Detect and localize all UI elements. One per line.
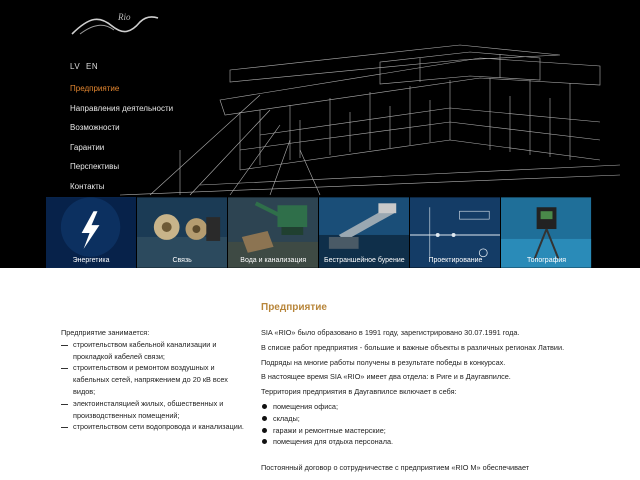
nav-item-prospects[interactable]: Перспективы xyxy=(70,162,120,172)
tile-energy[interactable] xyxy=(46,197,137,268)
lang-lv-link[interactable]: LV xyxy=(70,62,81,71)
tile-label: Проектирование xyxy=(428,257,483,264)
tile-label: Энергетика xyxy=(72,257,110,264)
logo-text: Rio xyxy=(118,12,131,22)
tile-topography[interactable] xyxy=(501,197,592,268)
paragraph: Территория предприятия в Даугавпилсе включает в себя: xyxy=(261,387,457,397)
rio-logo[interactable] xyxy=(70,12,160,38)
tile-trenchless-drilling[interactable] xyxy=(319,197,410,268)
list-item: склады; xyxy=(261,413,591,425)
tile-communication[interactable] xyxy=(137,197,228,268)
nav-item-company[interactable]: Предприятие xyxy=(70,84,120,93)
nav-item-contacts[interactable]: Контакты xyxy=(70,181,105,191)
main-content xyxy=(0,268,640,480)
list-item: помещения офиса; xyxy=(261,401,591,413)
paragraph: Постоянный договор о сотрудничестве с предприятием «RIO M» обеспечивает xyxy=(261,463,530,473)
lang-en-link[interactable]: EN xyxy=(86,62,99,71)
activities-list xyxy=(61,339,251,433)
paragraph: Подряды на многие работы получены в результате победы в конкурсах. xyxy=(261,357,506,367)
tile-label: Бестраншейное бурение xyxy=(324,257,405,264)
activities-intro: Предприятие занимается: xyxy=(61,328,150,337)
nav-item-guarantees[interactable]: Гарантии xyxy=(70,142,105,152)
tile-label: Связь xyxy=(172,257,192,264)
nav-item-capabilities[interactable]: Возможности xyxy=(70,123,120,133)
tile-label: Вода и канализация xyxy=(240,257,307,264)
paragraph: В списке работ предприятия - большие и важные объекты в различных регионах Латвии. xyxy=(261,342,565,352)
nav-item-activities[interactable]: Направления деятельности xyxy=(70,103,174,113)
list-item: помещения для отдыха персонала. xyxy=(261,436,591,448)
list-item: строительством сети водопровода и канализации. xyxy=(61,421,251,433)
page-title: Предприятие xyxy=(261,302,327,313)
paragraph: SIA «RIO» было образовано в 1991 году, зарегистрировано 30.07.1991 года. xyxy=(261,328,520,337)
activities-summary xyxy=(61,327,251,433)
paragraph: В настоящее время SIA «RIO» имеет два отдела: в Риге и в Даугавпилсе. xyxy=(261,372,511,382)
tile-water-sewage[interactable] xyxy=(228,197,319,268)
list-item: электоинсталяцией жилых, обшественных и производственных помещений; xyxy=(61,398,251,422)
tile-label: Топография xyxy=(526,257,567,264)
company-description xyxy=(261,327,591,477)
main-nav xyxy=(70,83,173,201)
list-item: строительством кабельной канализации и прокладкой кабелей связи; xyxy=(61,339,251,363)
tile-design[interactable] xyxy=(410,197,501,268)
premises-list xyxy=(261,401,591,448)
list-item: гаражи и ремонтные мастерские; xyxy=(261,425,591,437)
list-item: строительством и ремонтом воздушных и кабельных сетей, напряжением до 20 кВ всех видов; xyxy=(61,362,251,397)
services-strip xyxy=(46,197,593,268)
